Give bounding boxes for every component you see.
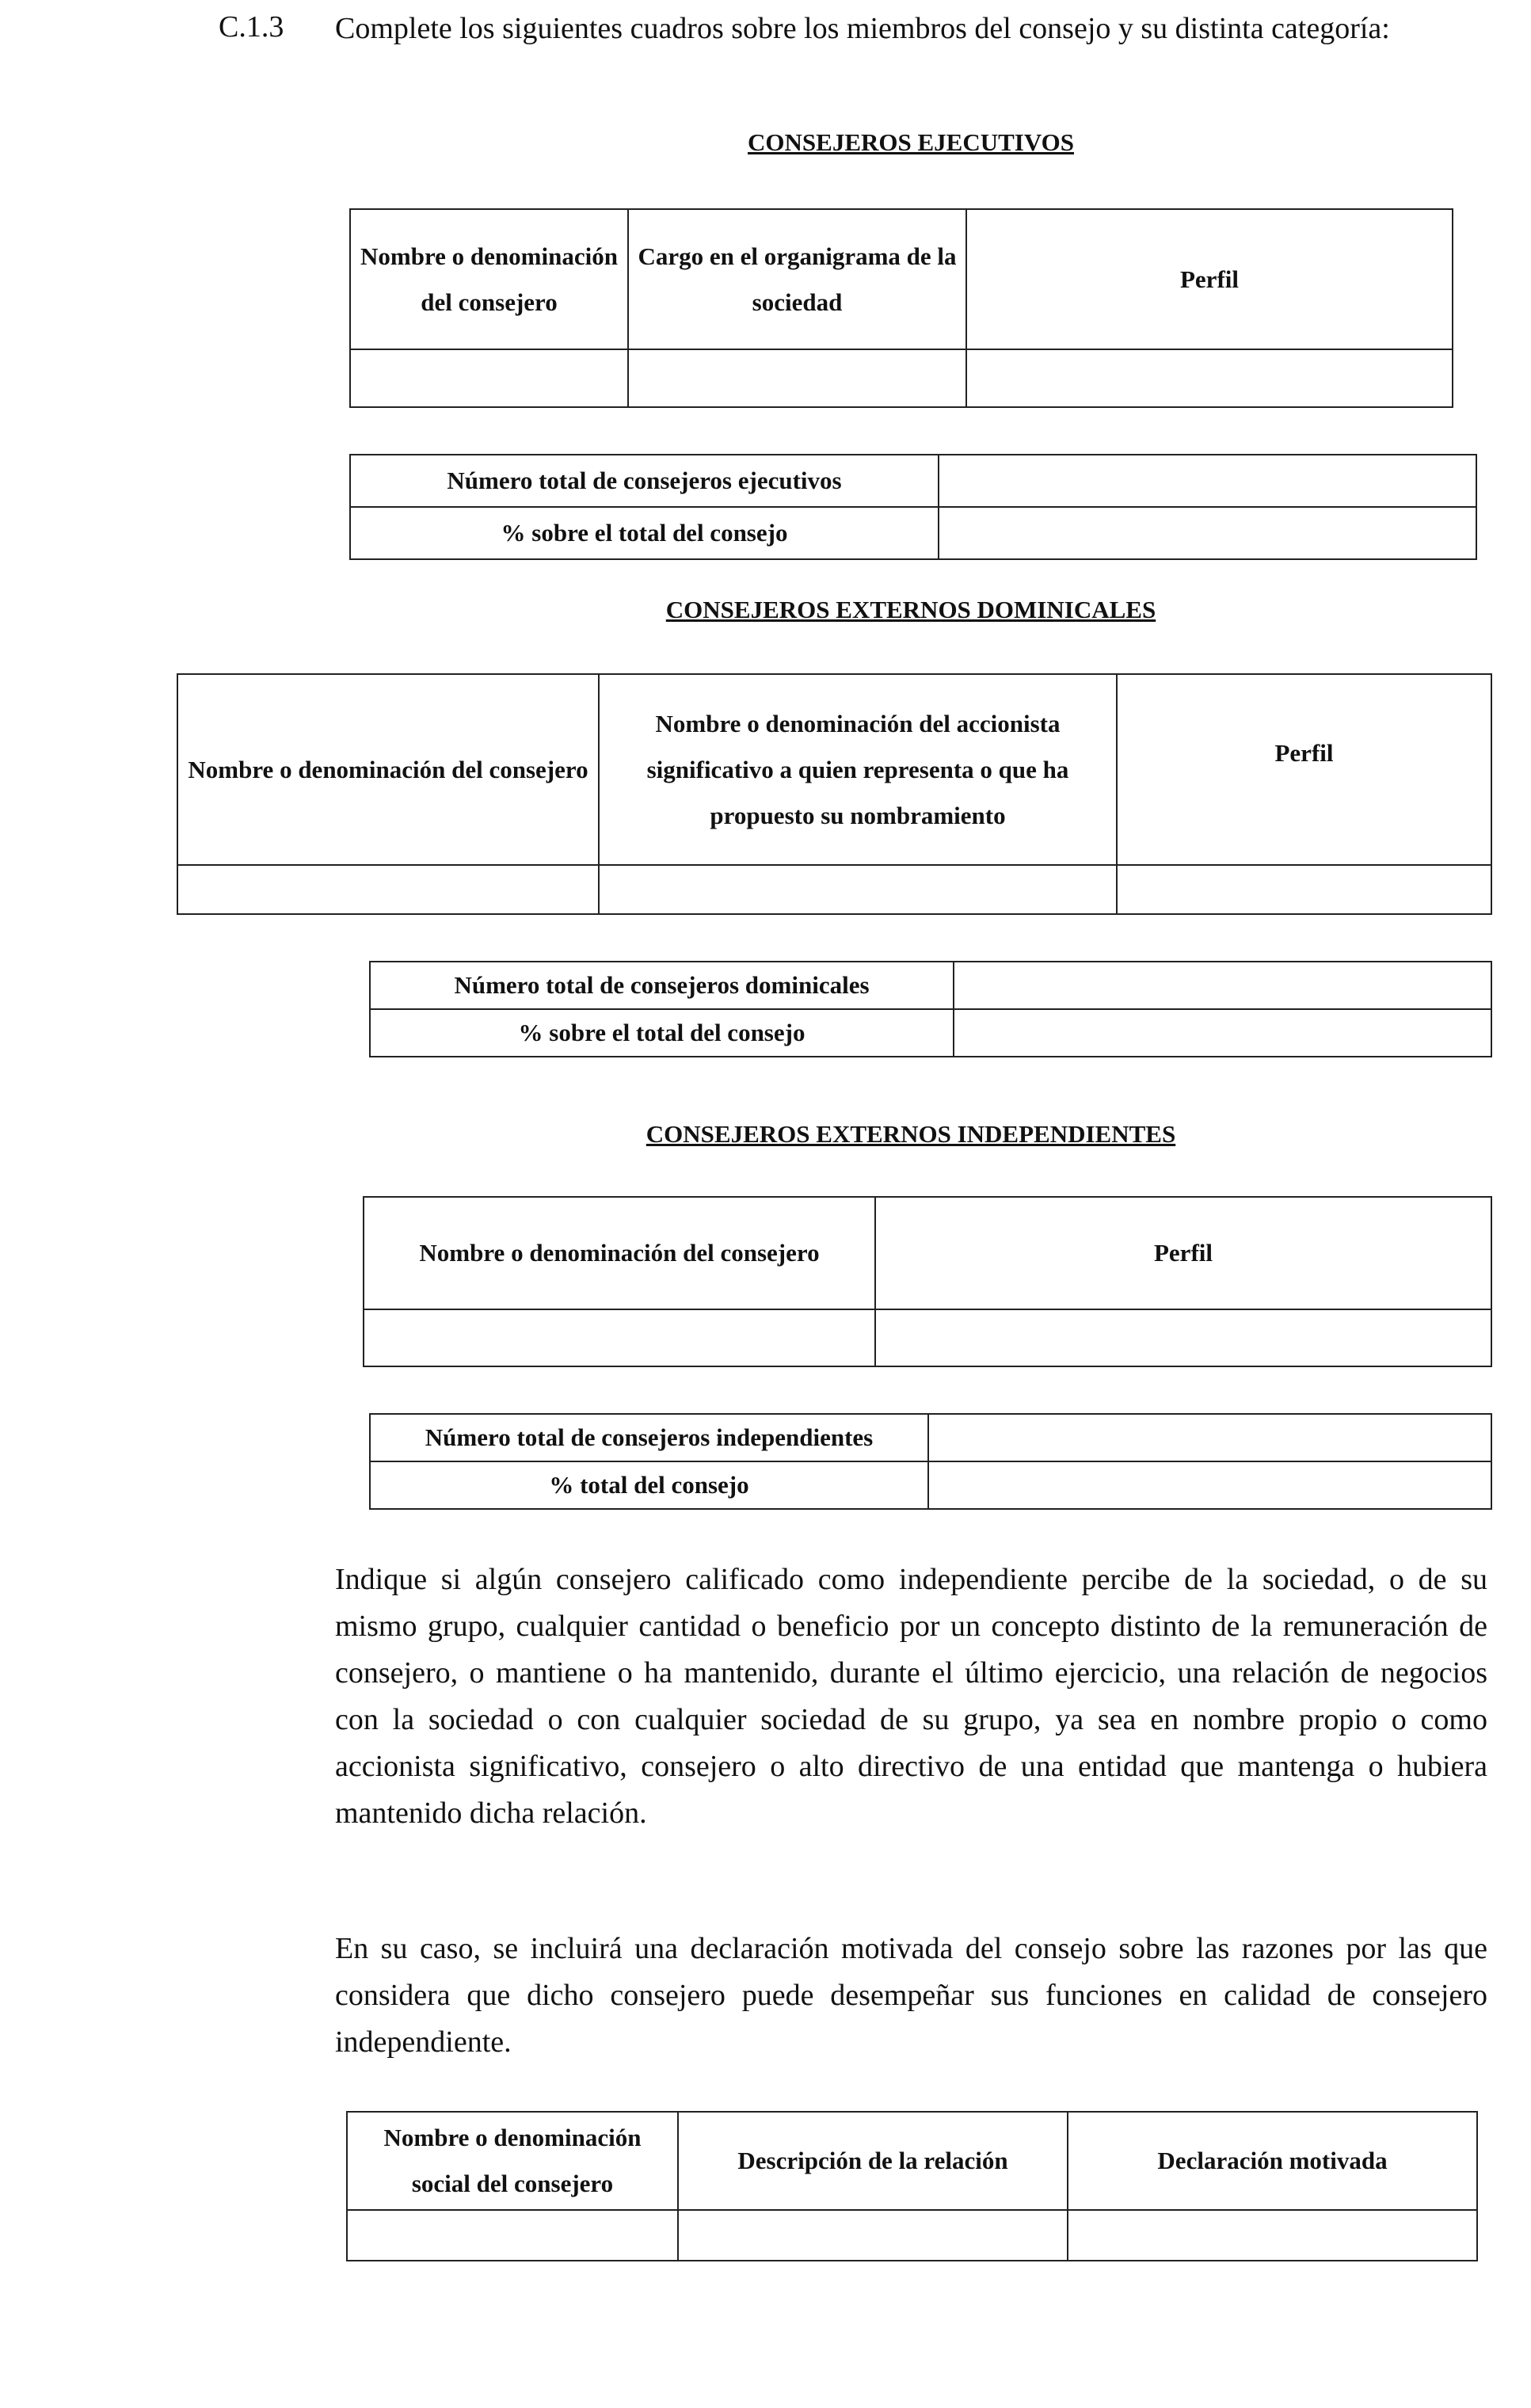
section-intro: Complete los siguientes cuadros sobre los miembros del consejo y su distinta categoría: xyxy=(335,12,1390,45)
table-ejecutivos xyxy=(349,208,1453,408)
header-declaracion: Declaración motivada xyxy=(1068,2112,1477,2210)
total-ejecutivos-value[interactable] xyxy=(939,455,1476,507)
total-dominicales-value[interactable] xyxy=(954,962,1491,1009)
paragraph-declaracion-motivada: En su caso, se incluirá una declaración motivada del consejo sobre las razones por las que considera que dicho consejero puede desempeñar sus funciones en calidad de consejero independiente. xyxy=(335,1932,1487,2059)
pct-independientes-label: % total del consejo xyxy=(370,1461,928,1509)
header-nombre-social: Nombre o denominación social del consejero xyxy=(347,2112,678,2210)
summary-ejecutivos xyxy=(349,454,1477,560)
cell-nombre[interactable] xyxy=(350,349,628,407)
header-accionista: Nombre o denominación del accionista significativo a quien representa o que ha propuesto su nombramiento xyxy=(599,674,1117,865)
section-number: C.1.3 xyxy=(219,10,284,44)
pct-dominicales-label: % sobre el total del consejo xyxy=(370,1009,954,1057)
cell-nombre[interactable] xyxy=(364,1309,875,1366)
heading-independientes: CONSEJEROS EXTERNOS INDEPENDIENTES xyxy=(646,1120,1176,1148)
summary-independientes xyxy=(369,1413,1492,1510)
table-dominicales xyxy=(177,673,1492,915)
total-ejecutivos-label: Número total de consejeros ejecutivos xyxy=(350,455,939,507)
cell-descripcion[interactable] xyxy=(678,2210,1068,2261)
total-independientes-value[interactable] xyxy=(928,1414,1491,1461)
pct-ejecutivos-label: % sobre el total del consejo xyxy=(350,507,939,559)
header-nombre: Nombre o denominación del consejero xyxy=(177,674,599,865)
cell-perfil[interactable] xyxy=(966,349,1453,407)
paragraph-relacion-negocios: Indique si algún consejero calificado como independiente percibe de la sociedad, o de su mismo grupo, cualquier cantidad o beneficio por un concepto distinto de la remuneración de consejero, o mantiene o ha mantenido, durante el último ejercicio, una relación de negocios con la sociedad o con cualquier sociedad de su grupo, ya sea en nombre propio o como accionista significativo, consejero o alto directivo de una entidad que mantenga o hubiera mantenido dicha relación. xyxy=(335,1563,1487,1830)
cell-perfil[interactable] xyxy=(875,1309,1491,1366)
header-nombre: Nombre o denominación del consejero xyxy=(350,209,628,349)
header-perfil: Perfil xyxy=(1117,674,1491,865)
table-row xyxy=(350,349,1453,407)
total-independientes-label: Número total de consejeros independientes xyxy=(370,1414,928,1461)
pct-dominicales-value[interactable] xyxy=(954,1009,1491,1057)
header-perfil: Perfil xyxy=(966,209,1453,349)
cell-accionista[interactable] xyxy=(599,865,1117,914)
heading-dominicales: CONSEJEROS EXTERNOS DOMINICALES xyxy=(665,596,1156,623)
cell-nombre[interactable] xyxy=(177,865,599,914)
header-nombre: Nombre o denominación del consejero xyxy=(364,1197,875,1309)
table-row xyxy=(347,2210,1477,2261)
cell-perfil[interactable] xyxy=(1117,865,1491,914)
total-dominicales-label: Número total de consejeros dominicales xyxy=(370,962,954,1009)
heading-ejecutivos: CONSEJEROS EJECUTIVOS xyxy=(748,128,1074,156)
cell-nombre-social[interactable] xyxy=(347,2210,678,2261)
table-row xyxy=(364,1309,1491,1366)
header-descripcion: Descripción de la relación xyxy=(678,2112,1068,2210)
pct-ejecutivos-value[interactable] xyxy=(939,507,1476,559)
table-independientes xyxy=(363,1196,1492,1367)
header-cargo: Cargo en el organigrama de la sociedad xyxy=(628,209,966,349)
pct-independientes-value[interactable] xyxy=(928,1461,1491,1509)
summary-dominicales xyxy=(369,961,1492,1057)
header-perfil: Perfil xyxy=(875,1197,1491,1309)
cell-declaracion[interactable] xyxy=(1068,2210,1477,2261)
table-row xyxy=(177,865,1491,914)
cell-cargo[interactable] xyxy=(628,349,966,407)
table-relacion xyxy=(346,2111,1478,2261)
